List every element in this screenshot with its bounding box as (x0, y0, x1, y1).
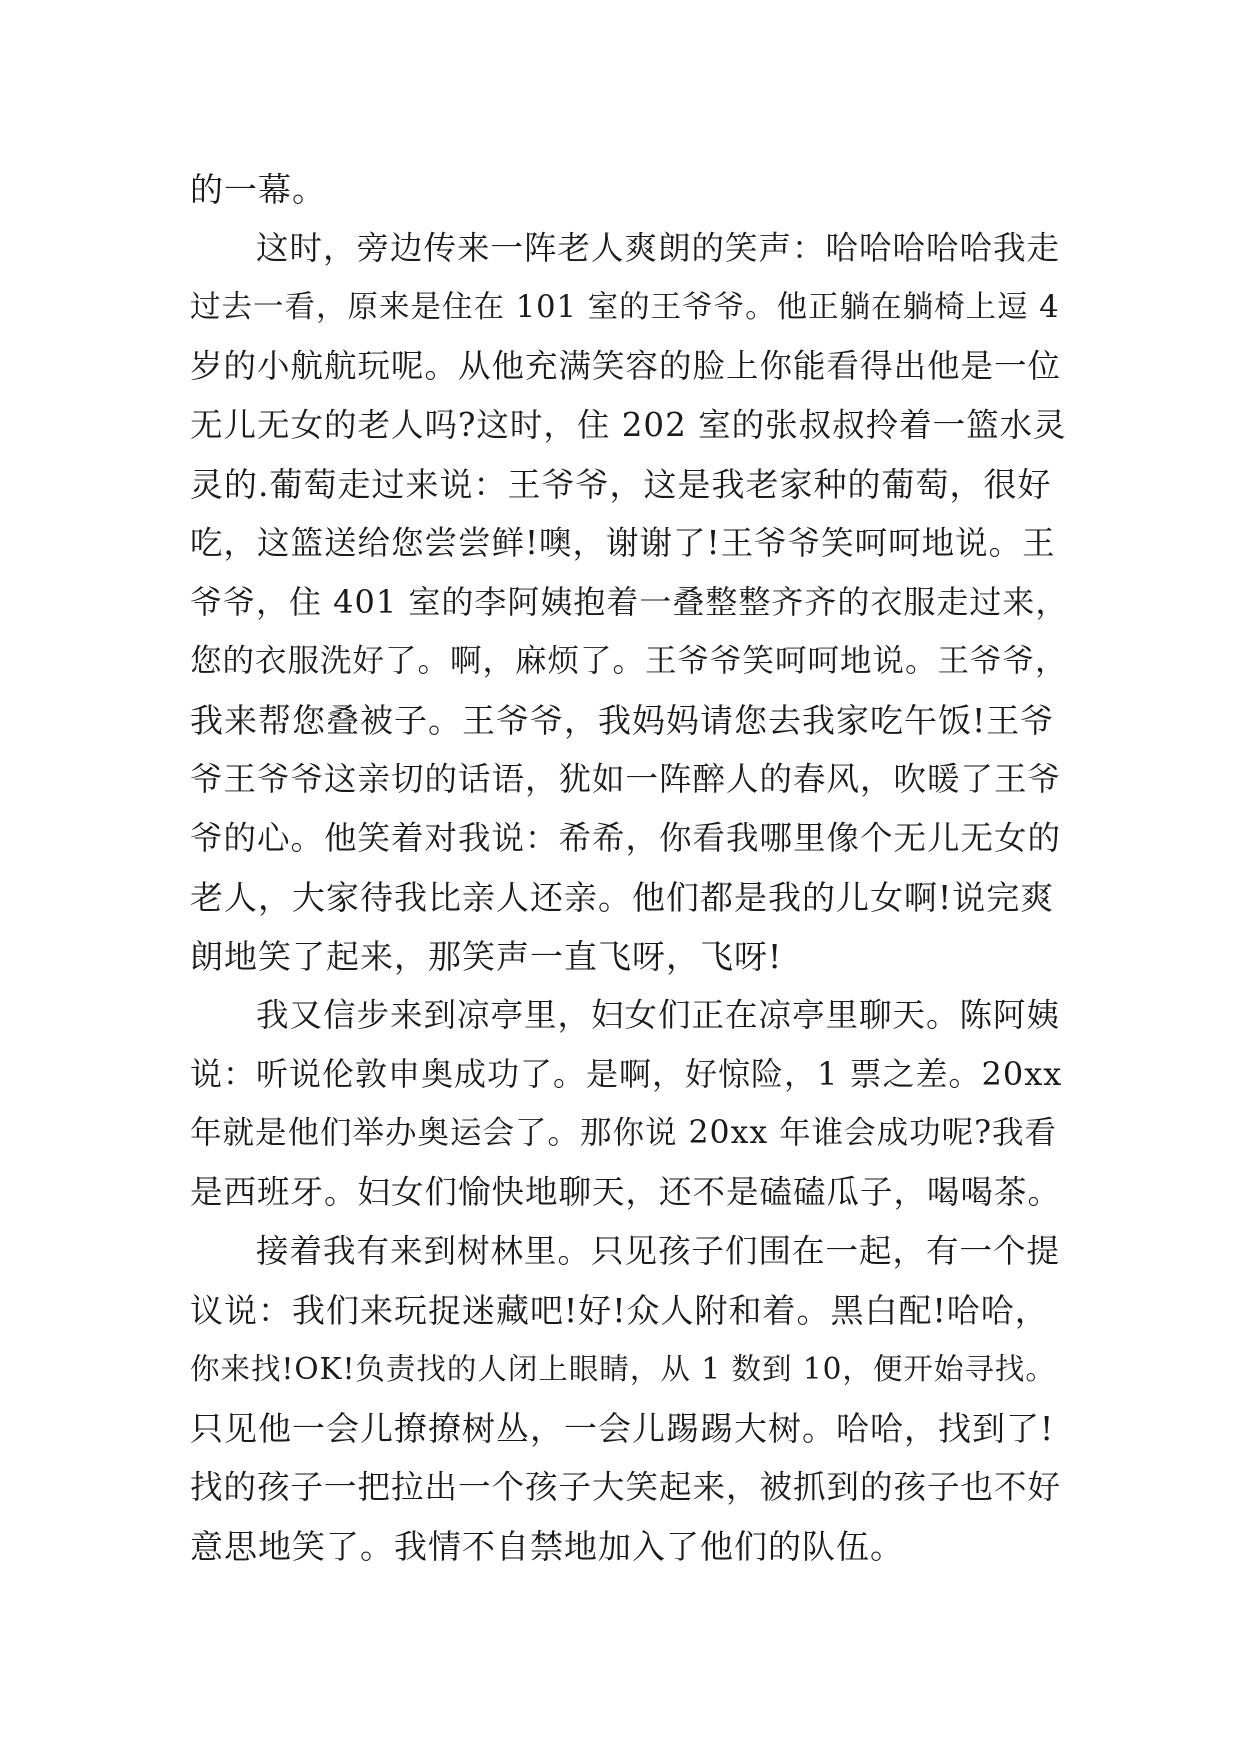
text-line: 接着我有来到树林里。只见孩子们围在一起，有一个提 (256, 1232, 1061, 1270)
text-line: 朗地笑了起来，那笑声一直飞呀，飞呀! (190, 937, 783, 976)
text-line: 是西班牙。妇女们愉快地聊天，还不是磕磕瓜子，喝喝茶。 (190, 1173, 1062, 1211)
text-line: 的一幕。 (190, 170, 326, 209)
text-line: 找的孩子一把拉出一个孩子大笑起来，被抓到的孩子也不好 (190, 1468, 1062, 1506)
text-line: 这时，旁边传来一阵老人爽朗的笑声：哈哈哈哈哈我走 (256, 229, 1061, 267)
text-line: 你来找!OK!负责找的人闭上眼睛，从 1 数到 10，便开始寻找。 (190, 1352, 1056, 1386)
text-line: 只见他一会儿撩撩树丛，一会儿踢踢大树。哈哈，找到了! (190, 1409, 1055, 1448)
text-line: 爷爷，住 401 室的李阿姨抱着一叠整整齐齐的衣服走过来， (190, 583, 1069, 621)
text-line: 无儿无女的老人吗?这时，住 202 室的张叔叔拎着一篮水灵 (190, 406, 1067, 444)
text-line: 您的衣服洗好了。啊，麻烦了。王爷爷笑呵呵地说。王爷爷， (190, 643, 1068, 679)
text-line: 意思地笑了。我情不自禁地加入了他们的队伍。 (190, 1527, 904, 1566)
text-line: 说：听说伦敦申奥成功了。是啊，好惊险，1 票之差。20xx (190, 1055, 1063, 1093)
body-text (190, 160, 1068, 1576)
text-line: 老人，大家待我比亲人还亲。他们都是我的儿女啊!说完爽 (190, 878, 1055, 917)
text-line: 我来帮您叠被子。王爷爷，我妈妈请您去我家吃午饭!王爷 (190, 701, 1055, 740)
text-line: 过去一看，原来是住在 101 室的王爷爷。他正躺在躺椅上逗 4 (190, 290, 1060, 325)
text-line: 议说：我们来玩捉迷藏吧!好!众人附和着。黑白配!哈哈， (190, 1291, 1049, 1330)
text-line: 岁的小航航玩呢。从他充满笑容的脸上你能看得出他是一位 (190, 347, 1062, 385)
text-line: 吃，这篮送给您尝尝鲜!噢，谢谢了!王爷爷笑呵呵地说。王 (190, 524, 1056, 562)
text-line: 灵的.葡萄走过来说：王爷爷，这是我老家种的葡萄，很好 (190, 465, 1052, 504)
text-line: 爷的心。他笑着对我说：希希，你看我哪里像个无儿无女的 (190, 819, 1062, 857)
text-line: 年就是他们举办奥运会了。那你说 20xx 年谁会成功呢?我看 (190, 1115, 1058, 1151)
text-line: 我又信步来到凉亭里，妇女们正在凉亭里聊天。陈阿姨 (256, 996, 1061, 1034)
text-line: 爷王爷爷这亲切的话语，犹如一阵醉人的春风，吹暖了王爷 (190, 760, 1062, 798)
